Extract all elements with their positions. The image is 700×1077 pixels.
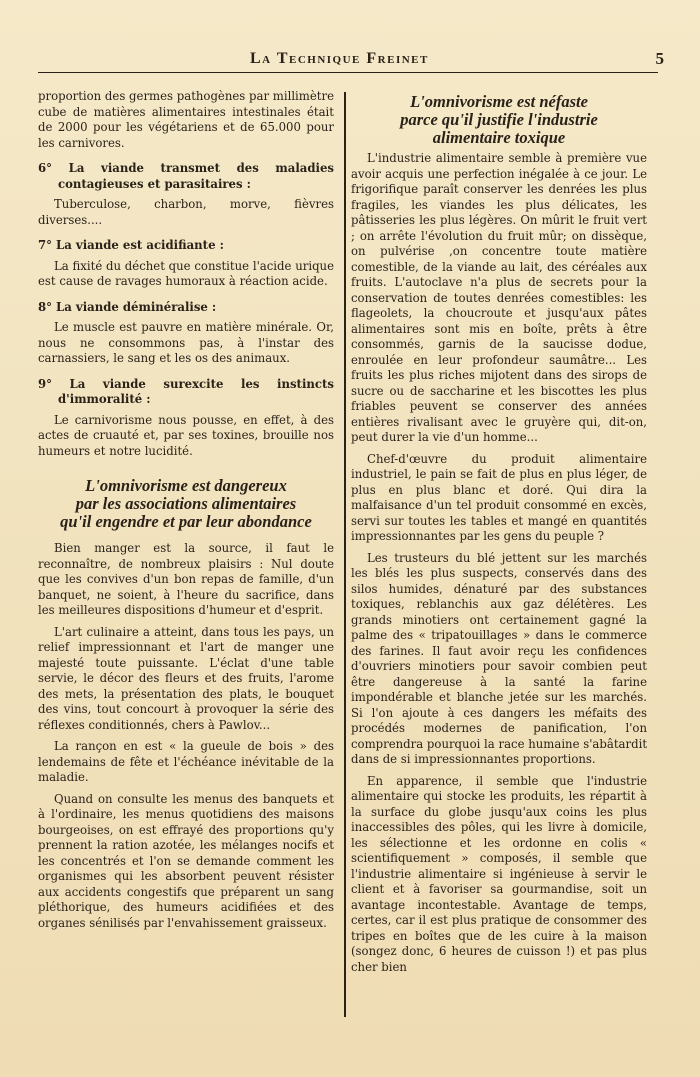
body-paragraph: L'art culinaire a atteint, dans tous les pays, un relief impressionnant et l'art de manger une majesté toute puissante. L'éclat d'une table servie, le décor des fleurs et des fruits, l'arome des mets, la présentation des plats, le bouquet des vins, tout concourt à provoquer la série des réflexes conditionnés, chers à Pawlov... [38,624,334,732]
body-paragraph: La rançon en est « la gueule de bois » des lendemains de fête et l'échéance inévitable de la maladie. [38,739,334,784]
body-paragraph: Chef-d'œuvre du produit alimentaire industriel, le pain se fait de plus en plus léger, de plus en plus blanc et doré. Qui dira la malfaisance d'un tel produit consommé en excès, servi sur toutes les tables et mangé en quantités impressionnantes par les gens du peuple ? [351,451,647,543]
section-title-line: alimentaire toxique [432,128,566,147]
item-heading: 8° La viande déminéralise : [38,299,217,314]
section-title-line: L'omnivorisme est néfaste [410,92,588,111]
right-column [351,93,647,981]
item-body: La fixité du déchet que constitue l'acide urique est cause de ravages humoraux à réaction acide. [38,258,334,288]
section-title [351,93,647,147]
body-paragraph: En apparence, il semble que l'industrie alimentaire qui stocke les produits, les répartit à la surface du globe jusqu'aux coins les plus inaccessibles des pôles, qui les livre à domicile, les sélectionne et les ordonne en colis « scientifiquement » composés, il semble que l'industrie alimentaire si ingénieuse à servir le client et à favoriser sa gourmandise, soit un avantage incontestable. Avantage de temps, certes, car il est plus pratique de consommer des tripes en boîtes que de les cuire à la maison (songez donc, 6 heures de cuisson !) et pas plus cher bien [351,773,647,974]
item-heading: 9° La viande surexcite les instincts d'immoralité : [38,376,334,406]
column-divider [344,92,346,1017]
body-paragraph: L'industrie alimentaire semble à première vue avoir acquis une perfection inégalée à ce jour. Le frigorifique paraît conserver les denrées les plus fragiles, les viandes les plus délicates, les pâtisseries les plus légères. On mûrit le fruit vert ; on arrête l'évolution du fruit mûr; on dissèque, on pulvérise ,on concentre toute matière comestible, de la viande au lait, des céréales aux fruits. L'autoclave n'a plus de secrets pour la conservation de toutes denrées comestibles: les flageolets, la choucroute et jusqu'aux pâtes alimentaires sont mis en boîte, prêts à être consommés, garnis de la saucisse dodue, enroulée en leur profondeur saumâtre... Les fruits les plus riches mijotent dans des sirops de sucre ou de saccharine et les biscottes les plus friables peuvent se conserver des années entières rivalisant avec le gruyère qui, dit-on, peut durer la vie d'un homme... [351,151,647,444]
journal-title: La Technique Freinet [250,50,429,67]
item-body: Tuberculose, charbon, morve, fièvres diverses.... [38,197,334,227]
body-paragraph: Quand on consulte les menus des banquets et à l'ordinaire, les menus quotidiens des maisons bourgeoises, on est effrayé des proportions qu'y prennent la ration azotée, les mélanges nocifs et les concentrés et l'on se demande comment les organismes qui les absorbent peuvent résister aux accidents congestifs que préparent un sang pléthorique, des humeurs acidifiées et des organes sénilisés par l'envahissement graisseux. [38,791,334,930]
intro-paragraph: proportion des germes pathogènes par millimètre cube de matières alimentaires intestinales était de 2000 pour les végétariens et de 65.000 pour les carnivores. [38,89,334,150]
running-head [38,49,664,73]
page-number: 5 [655,49,664,68]
section-title-line: qu'il engendre et par leur abondance [60,512,312,531]
body-paragraph: Les trusteurs du blé jettent sur les marchés les blés les plus suspects, conservés dans des silos humides, dénaturé par des substances toxiques, reblanchis aux gaz délétères. Les grands minotiers ont certainement gagné la palme des « tripatouillages » dans le commerce des farines. Il faut avoir reçu les confidences d'ouvriers minotiers pour savoir combien peut être dangereuse à la santé la farine impondérable et blanche jetée sur les marchés. Si l'on ajoute à ces dangers les méfaits des procédés modernes de panification, l'on comprendra pourquoi la race humaine s'abâtardit dans de si impressionnantes proportions. [351,550,648,766]
item-heading: 7° La viande est acidifiante : [38,238,224,252]
section-title-line: L'omnivorisme est dangereux [85,476,287,495]
item-body: Le carnivorisme nous pousse, en effet, à des actes de cruauté et, par ses toxines, brouille nos humeurs et notre lucidité. [38,412,334,458]
section-title [38,477,334,531]
item-body: Le muscle est pauvre en matière minérale. Or, nous ne consommons pas, à l'instar des carnassiers, le sang et les os des animaux. [38,320,334,365]
section-title-line: parce qu'il justifie l'industrie [400,110,598,129]
body-paragraph: Bien manger est la source, il faut le reconnaître, de nombreux plaisirs : Nul doute que les convives d'un bon repas de famille, d'un banquet, ne soient, à l'heure du sacrifice, dans les meilleures dispositions d'humeur et d'esprit. [38,541,334,617]
section-title-line: par les associations alimentaires [75,494,297,513]
item-heading: 6° La viande transmet des maladies contagieuses et parasitaires : [38,161,334,191]
left-column [38,89,334,937]
